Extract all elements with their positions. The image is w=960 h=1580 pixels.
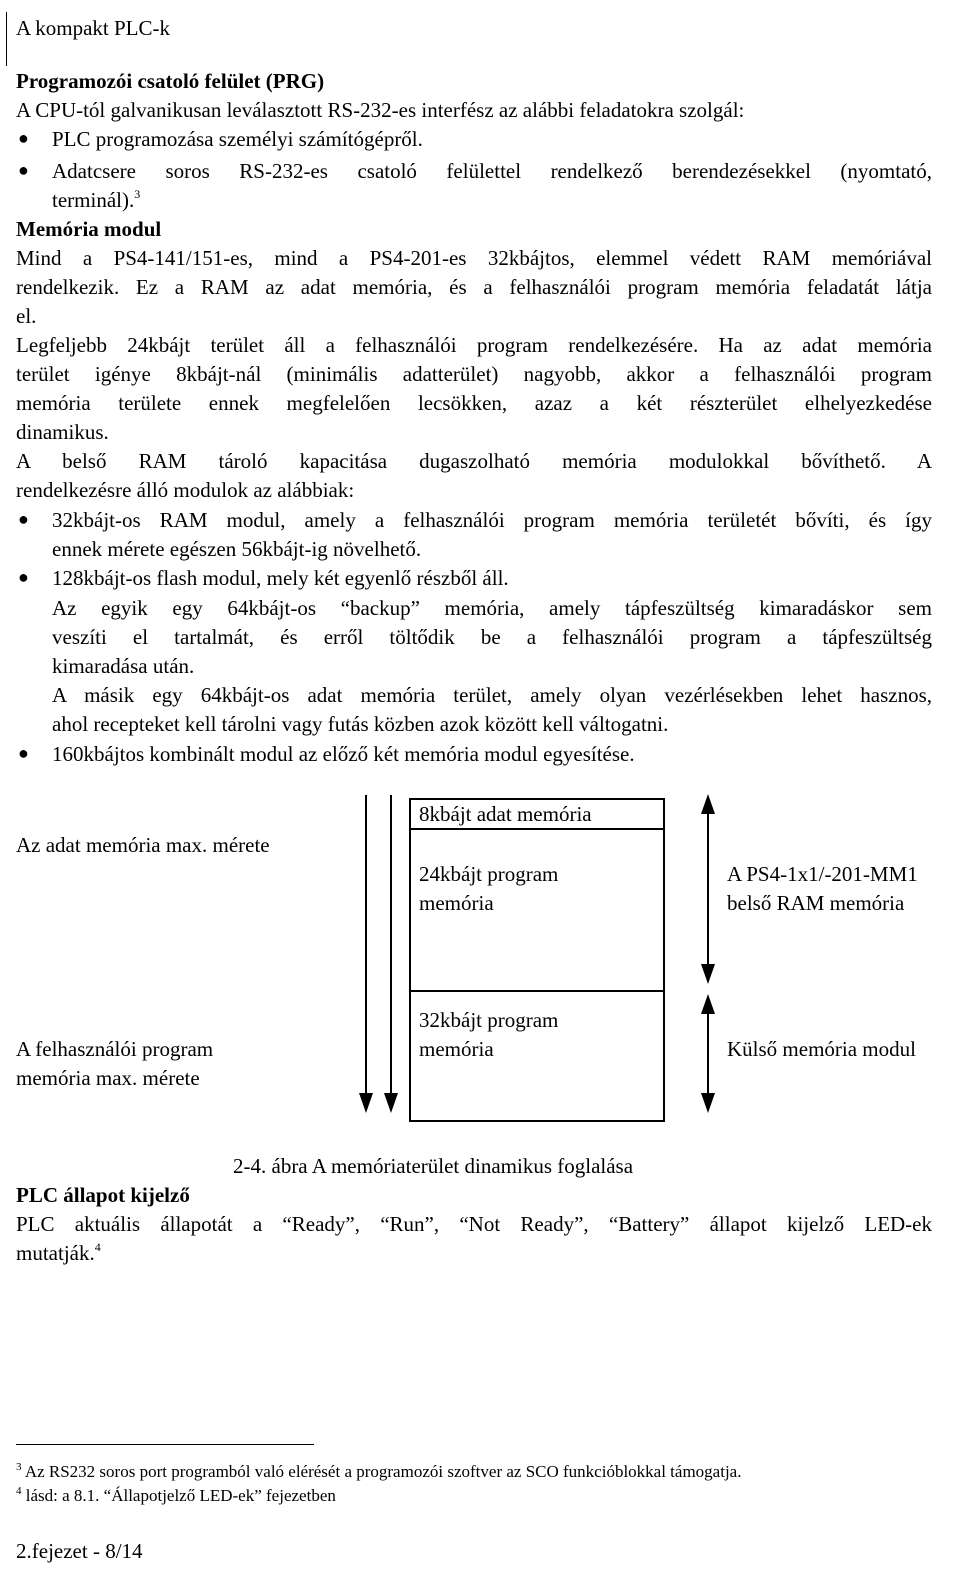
header-rule bbox=[6, 12, 7, 66]
box-data-label: 8kbájt adat memória bbox=[419, 802, 592, 826]
bullet-icon: ● bbox=[18, 128, 29, 148]
mem-bullet-1-line1: 32kbájt-os RAM modul, amely a felhasználói program memória területét bővíti, és így bbox=[52, 508, 932, 532]
prg-intro: A CPU-tól galvanikusan leválasztott RS-232-es interfész az alábbi feladatokra szolgál: bbox=[16, 98, 745, 122]
arrow-down-icon bbox=[384, 1093, 398, 1113]
prg-bullet-2-line2 bbox=[52, 186, 140, 215]
heading-memory: Memória modul bbox=[16, 217, 162, 241]
box-prog24-label-line1: 24kbájt program bbox=[419, 862, 559, 886]
mem-bullet-3: 160kbájtos kombinált modul az előző két memória modul egyesítése. bbox=[52, 742, 635, 766]
bullet-icon: ● bbox=[18, 743, 29, 763]
arrow-down-icon bbox=[701, 1093, 715, 1113]
footnote-4-number: 4 bbox=[16, 1485, 22, 1497]
bullet-icon: ● bbox=[18, 567, 29, 587]
footnote-3 bbox=[16, 1460, 741, 1484]
prg-bullet-2-line1: Adatcsere soros RS-232-es csatoló felülettel rendelkező berendezésekkel (nyomtató, bbox=[52, 159, 932, 183]
mem-bullet-2-line6: ahol recepteket kell tárolni vagy futás közben azok között kell váltogatni. bbox=[52, 712, 669, 736]
label-prog-max-line2: memória max. mérete bbox=[16, 1066, 200, 1090]
prg-bullet-1: PLC programozása személyi számítógépről. bbox=[52, 127, 423, 151]
bullet-icon: ● bbox=[18, 509, 29, 529]
label-prog-max-line1: A felhasználói program bbox=[16, 1037, 214, 1061]
prg-bullet-2-text: terminál). bbox=[52, 188, 135, 212]
status-line2-text: mutatják. bbox=[16, 1241, 95, 1265]
mem-bullet-2-line1: 128kbájt-os flash modul, mely két egyenlő részből áll. bbox=[52, 566, 509, 590]
mem-p2-line3: memória területe ennek megfelelően lecsökken, azaz a két részterület elhelyezkedése bbox=[16, 391, 932, 415]
label-external: Külső memória modul bbox=[727, 1037, 916, 1061]
footnote-3-text: Az RS232 soros port programból való elérését a programozói szoftver az SCO funkcióblokkal támogatja. bbox=[24, 1462, 742, 1481]
footnote-ref-4[interactable]: 4 bbox=[94, 1240, 101, 1254]
footnote-4 bbox=[16, 1484, 336, 1508]
footnote-3-number: 3 bbox=[16, 1461, 22, 1473]
mem-bullet-2-line5: A másik egy 64kbájt-os adat memória terület, amely olyan vezérlésekben lehet hasznos, bbox=[52, 683, 932, 707]
label-data-max: Az adat memória max. mérete bbox=[16, 833, 270, 857]
box-prog32-label-line2: memória bbox=[419, 1037, 494, 1061]
box-prog32-label-line1: 32kbájt program bbox=[419, 1008, 559, 1032]
heading-plc-status: PLC állapot kijelző bbox=[16, 1183, 190, 1207]
figure-caption: 2-4. ábra A memóriaterület dinamikus foglalása bbox=[233, 1154, 634, 1178]
mem-p2-line4: dinamikus. bbox=[16, 420, 109, 444]
mem-bullet-2-line4: kimaradása után. bbox=[52, 654, 195, 678]
heading-prg: Programozói csatoló felület (PRG) bbox=[16, 69, 325, 93]
arrow-down-icon bbox=[359, 1093, 373, 1113]
mem-p3-line1: A belső RAM tároló kapacitása dugaszolható memória modulokkal bővíthető. A bbox=[16, 449, 932, 473]
footnote-ref-3[interactable]: 3 bbox=[134, 187, 141, 201]
page-header-title: A kompakt PLC-k bbox=[16, 16, 171, 40]
label-internal-line2: belső RAM memória bbox=[727, 891, 905, 915]
mem-p1-line3: el. bbox=[16, 304, 37, 328]
mem-p2-line2: terület igénye 8kbájt-nál (minimális adatterület) nagyobb, akkor a felhasználói program bbox=[16, 362, 932, 386]
arrow-down-icon bbox=[701, 964, 715, 984]
footnote-4-text: lásd: a 8.1. “Állapotjelző LED-ek” fejezetben bbox=[25, 1486, 336, 1505]
mem-p3-line2: rendelkezésre álló modulok az alábbiak: bbox=[16, 478, 355, 502]
status-line2 bbox=[16, 1239, 101, 1268]
status-line1: PLC aktuális állapotát a “Ready”, “Run”, “Not Ready”, “Battery” állapot kijelző LED-ek bbox=[16, 1212, 932, 1236]
mem-bullet-2-line3: veszíti el tartalmát, és erről töltődik be a felhasználói program a tápfeszültség bbox=[52, 625, 932, 649]
bullet-icon: ● bbox=[18, 160, 29, 180]
arrow-up-icon bbox=[701, 994, 715, 1014]
footnote-separator bbox=[16, 1444, 314, 1445]
box-prog24-label-line2: memória bbox=[419, 891, 494, 915]
label-internal-line1: A PS4-1x1/-201-MM1 bbox=[727, 862, 918, 886]
mem-p1-line2: rendelkezik. Ez a RAM az adat memória, és a felhasználói program memória feladatát látja bbox=[16, 275, 932, 299]
mem-bullet-1-line2: ennek mérete egészen 56kbájt-ig növelhető. bbox=[52, 537, 422, 561]
mem-p2-line1: Legfeljebb 24kbájt terület áll a felhasználói program rendelkezésére. Ha az adat memória bbox=[16, 333, 932, 357]
mem-bullet-2-line2: Az egyik egy 64kbájt-os “backup” memória, amely tápfeszültség kimaradáskor sem bbox=[52, 596, 932, 620]
arrow-up-icon bbox=[701, 794, 715, 814]
mem-p1-line1: Mind a PS4-141/151-es, mind a PS4-201-es 32kbájtos, elemmel védett RAM memóriával bbox=[16, 246, 932, 270]
page-footer: 2.fejezet - 8/14 bbox=[16, 1539, 143, 1563]
